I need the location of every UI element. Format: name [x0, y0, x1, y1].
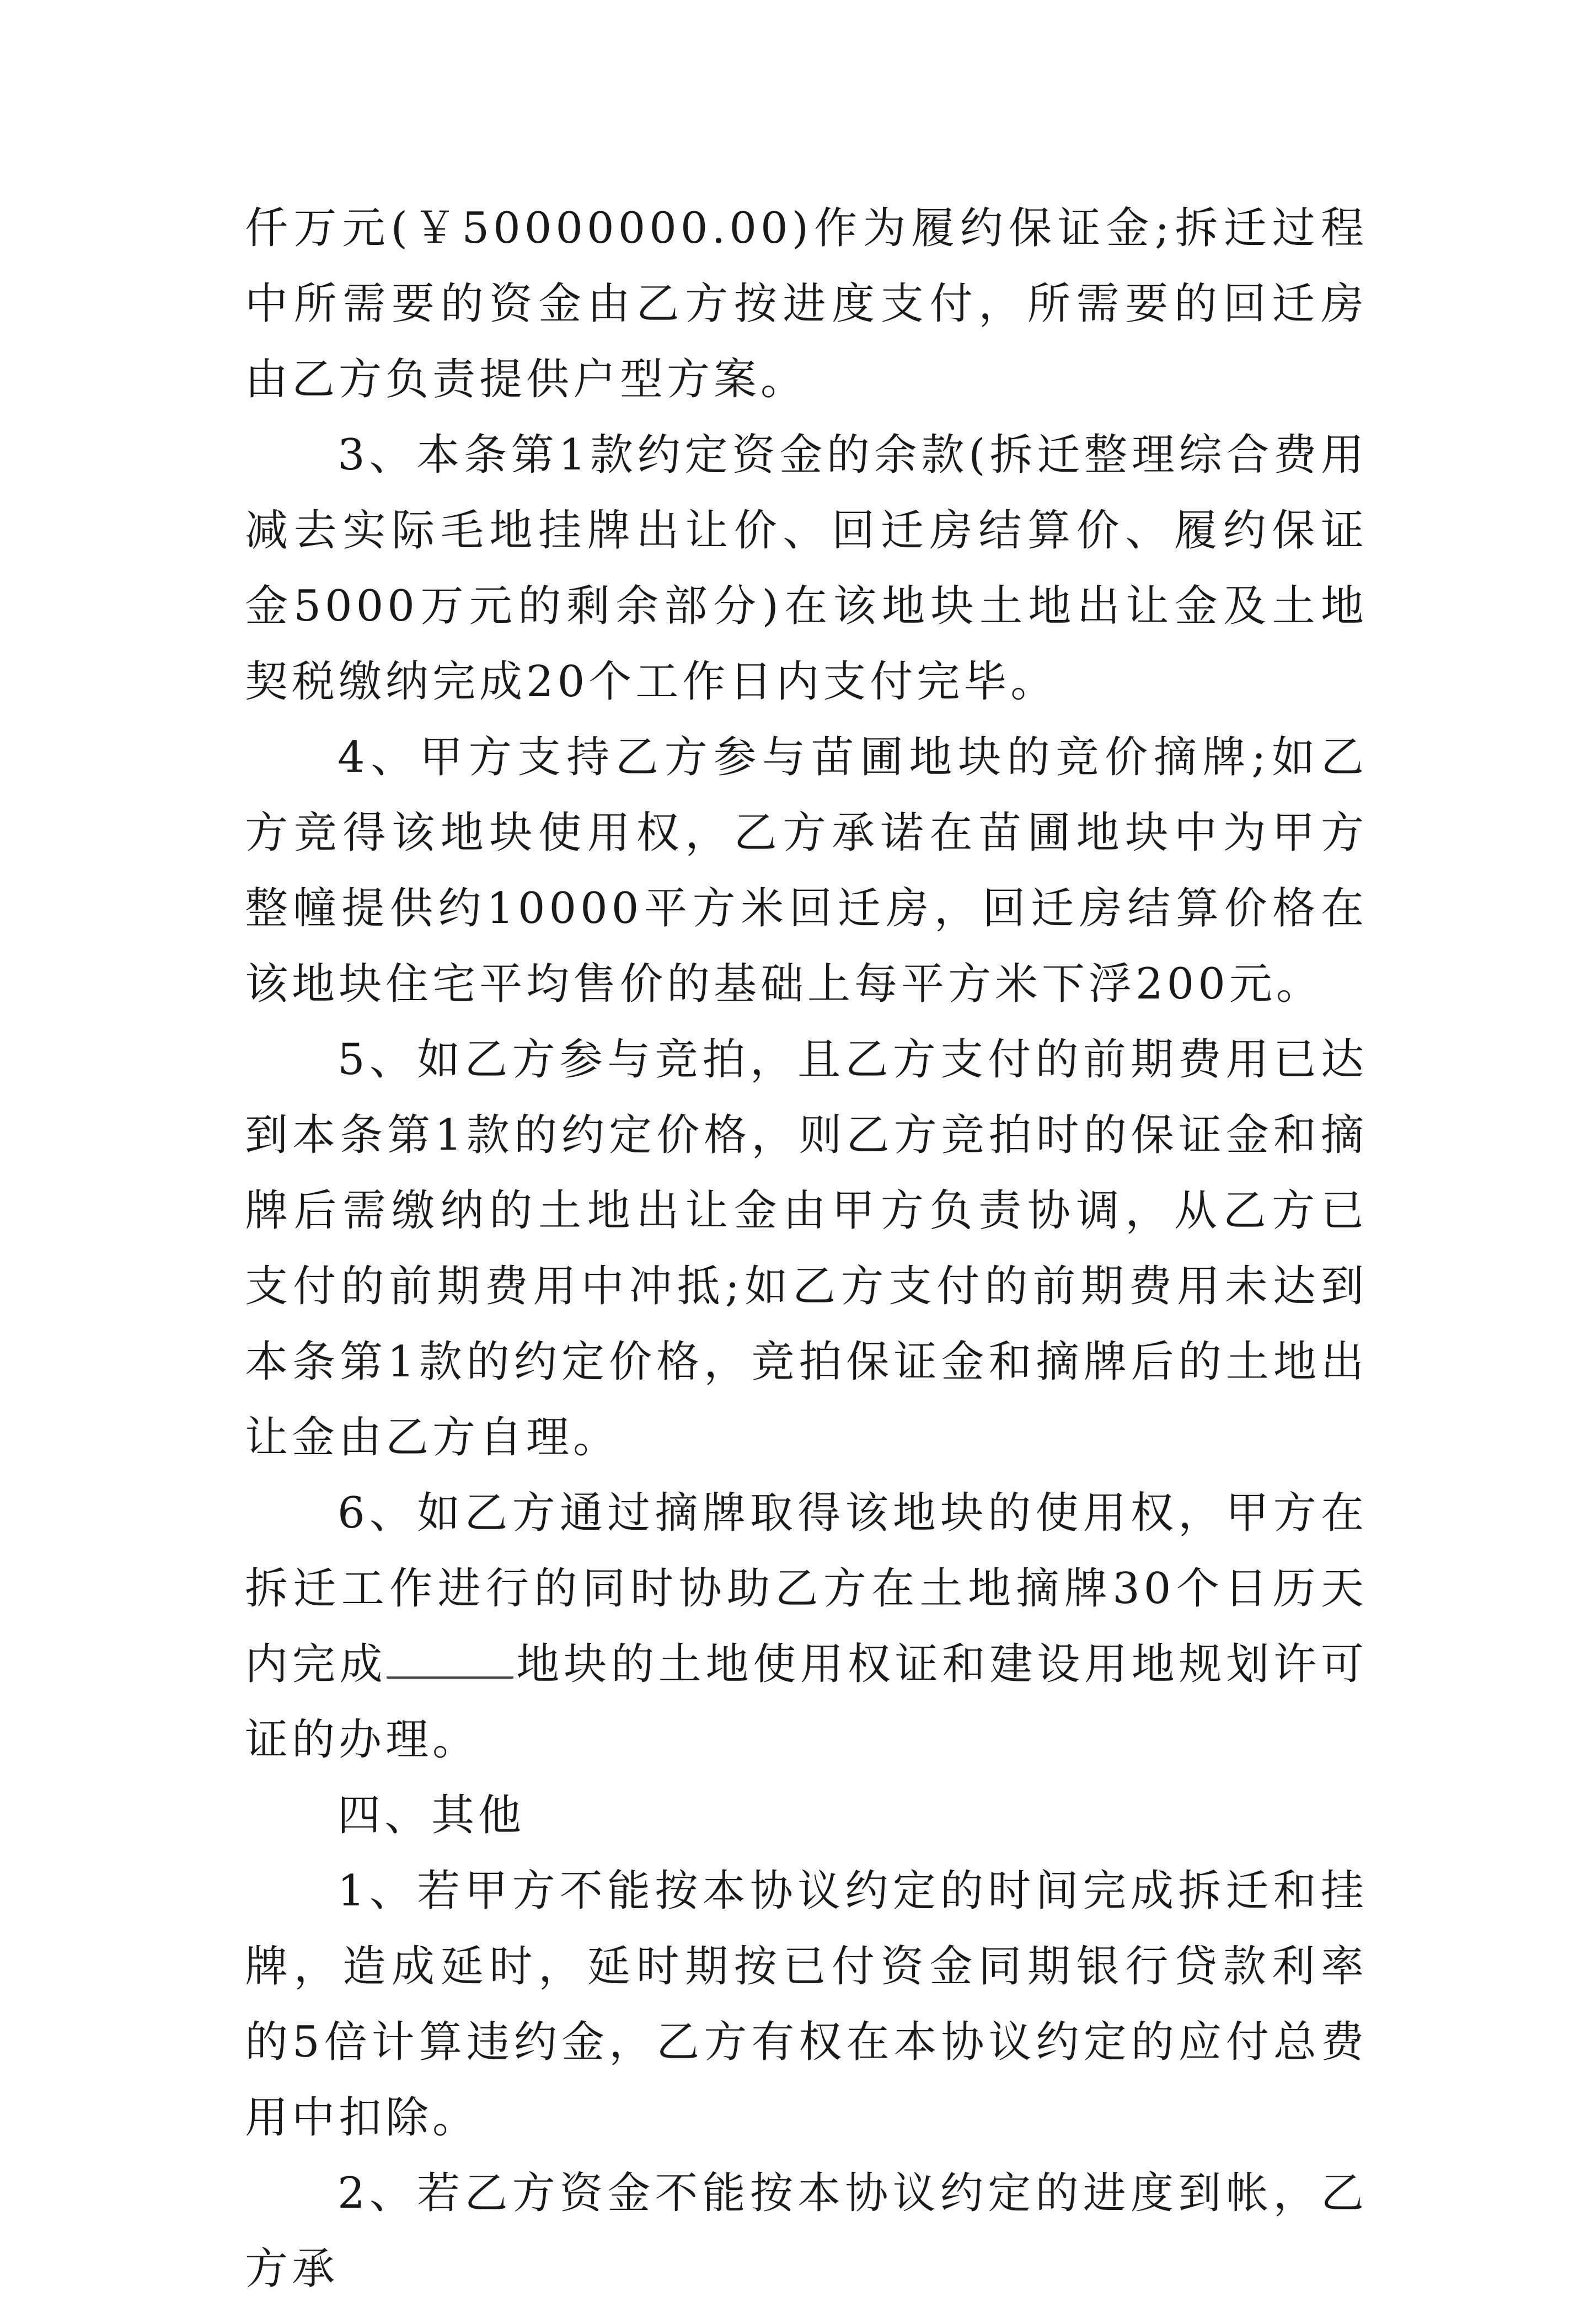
- clause-6-text-before-blank: 6、如乙方通过摘牌取得该地块的使用权，甲方在拆迁工作进行的同时协助乙方在土地摘牌30个日历天内完成: [245, 1488, 1368, 1689]
- paragraph-other-clause-2: 2、若乙方资金不能按本协议约定的进度到帐，乙方承: [245, 2169, 1368, 2294]
- paragraph-clause-4: 4、甲方支持乙方参与苗圃地块的竞价摘牌;如乙方竞得该地块使用权，乙方承诺在苗圃地块中为甲方整幢提供约10000平方米回迁房，回迁房结算价格在该地块住宅平均售价的基础上每平方米下浮200元。: [245, 733, 1368, 1009]
- section-heading-other: 四、其他: [338, 1791, 526, 1840]
- clause-6-text-after-blank: 地块的土地使用权证和建设用地规划许可证的办理。: [245, 1640, 1368, 1765]
- document-body: [245, 191, 1368, 2307]
- paragraph-clause-3: 3、本条第1款约定资金的余款(拆迁整理综合费用减去实际毛地挂牌出让价、回迁房结算价、履约保证金5000万元的剩余部分)在该地块土地出让金及土地契税缴纳完成20个工作日内支付完毕。: [245, 430, 1368, 707]
- paragraph-other-clause-1: 1、若甲方不能按本协议约定的时间完成拆迁和挂牌，造成延时，延时期按已付资金同期银行贷款利率的5倍计算违约金，乙方有权在本协议约定的应付总费用中扣除。: [245, 1866, 1368, 2143]
- paragraph-clause-6: [245, 1476, 1368, 1778]
- paragraph-continuation: 仟万元(￥50000000.00)作为履约保证金;拆迁过程中所需要的资金由乙方按进度支付，所需要的回迁房由乙方负责提供户型方案。: [245, 204, 1368, 404]
- fill-in-blank-line: [387, 1640, 513, 1679]
- paragraph-clause-5: 5、如乙方参与竞拍，且乙方支付的前期费用已达到本条第1款的约定价格，则乙方竞拍时的保证金和摘牌后需缴纳的土地出让金由甲方负责协调，从乙方已支付的前期费用中冲抵;如乙方支付的前期费用未达到本条第1款的约定价格，竞拍保证金和摘牌后的土地出让金由乙方自理。: [245, 1035, 1368, 1462]
